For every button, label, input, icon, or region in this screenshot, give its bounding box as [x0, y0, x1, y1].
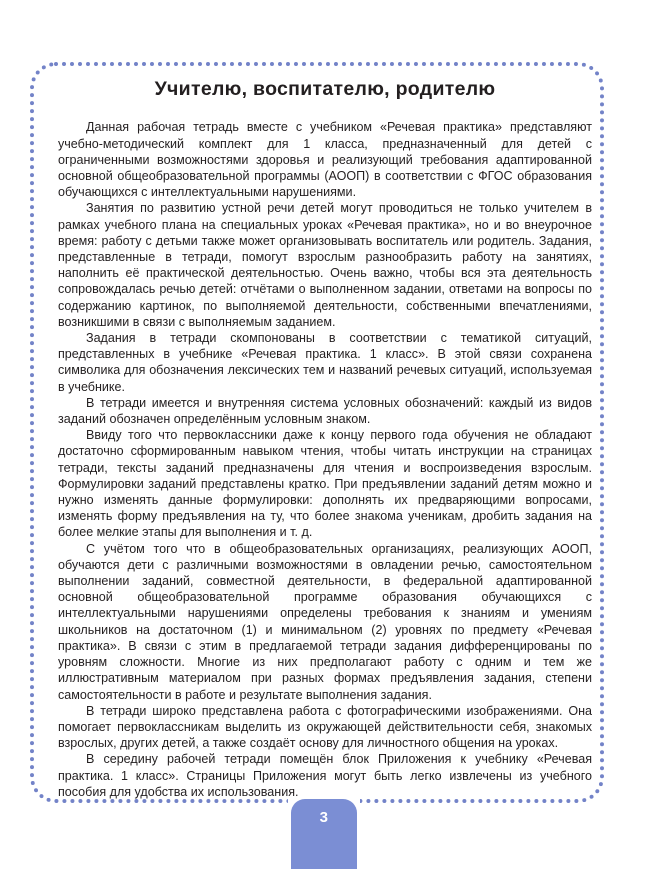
paragraph: Ввиду того что первоклассники даже к концу первого года обучения не обладают достаточно сформированным навыком чтения, чтобы читать инструкции на страницах тетради, тексты заданий предназначены для чтения и воспроизведения взрослым. Формулировки заданий представлены кратко. При предъявлении заданий детям можно и нужно изменять данные формулировки: дополнять их предваряющими вопросами, изменять форму предъявления на ту, что более знакома ученикам, дробить задания на более мелкие этапы для выполнения и т. д.: [58, 428, 592, 540]
paragraph: Занятия по развитию устной речи детей могут проводиться не только учителем в рамках учебного плана на специальных уроках «Речевая практика», но и во внеурочное время: работу с детьми также может организовывать воспитатель или родитель. Задания, представленные в тетради, помогут взрослым разнообразить работу на занятиях, наполнить её практической деятельностью. Очень важно, чтобы вся эта деятельность сопровождалась речью детей: отчётами о выполненном задании, ответами на вопросы по содержанию картинок, по выполняемой деятельности, собственными впечатлениями, возникшими в связи с выполняемым заданием.: [58, 201, 592, 329]
page-content: [58, 78, 592, 800]
paragraph: С учётом того что в общеобразовательных организациях, реализующих АООП, обучаются дети с различными возможностями в овладении речью, самостоятельном выполнении заданий, совместной деятельности, в федеральной адаптированной основной общеобразовательной программе образования обучающихся с интеллектуальными нарушениями определены требования к знаниям и умениям школьников на достаточном (1) и минимальном (2) уровнях по предмету «Речевая практика». В связи с этим в предлагаемой тетради задания дифференцированы по уровням сложности. Многие из них предполагают работу с одним и тем же иллюстративным материалом при разных формах предъявления задания, степени самостоятельности в работе и результате выполнения задания.: [58, 541, 592, 702]
paragraph: Задания в тетради скомпонованы в соответствии с тематикой ситуаций, представленных в учебнике «Речевая практика. 1 класс». В этой связи сохранена символика для обозначения лексических тем и названий речевых ситуаций, используемая в учебнике.: [58, 331, 592, 394]
paragraph: В середину рабочей тетради помещён блок Приложения к учебнику «Речевая практика. 1 класс». Страницы Приложения могут быть легко извлечены из учебного пособия для удобства их использования.: [58, 752, 592, 799]
body-text: [58, 119, 592, 800]
paragraph: В тетради широко представлена работа с фотографическими изображениями. Она помогает первоклассникам выделить из окружающей действительности себя, знакомых взрослых, других детей, а также создаёт основу для личностного общения на уроках.: [58, 703, 592, 751]
page-number-tab: [291, 799, 357, 869]
paragraph: В тетради имеется и внутренняя система условных обозначений: каждый из видов заданий обозначен определённым условным знаком.: [58, 395, 592, 427]
paragraph: Данная рабочая тетрадь вместе с учебником «Речевая практика» представляют учебно-методический комплект для 1 класса, предназначенный для детей с ограниченными возможностями здоровья и реализующий требования адаптированной основной общеобразовательной программы (АООП) в соответствии с ФГОС образования обучающихся с интеллектуальными нарушениями.: [58, 120, 592, 200]
page-number: 3: [319, 809, 329, 826]
page-title: Учителю, воспитателю, родителю: [154, 78, 496, 100]
